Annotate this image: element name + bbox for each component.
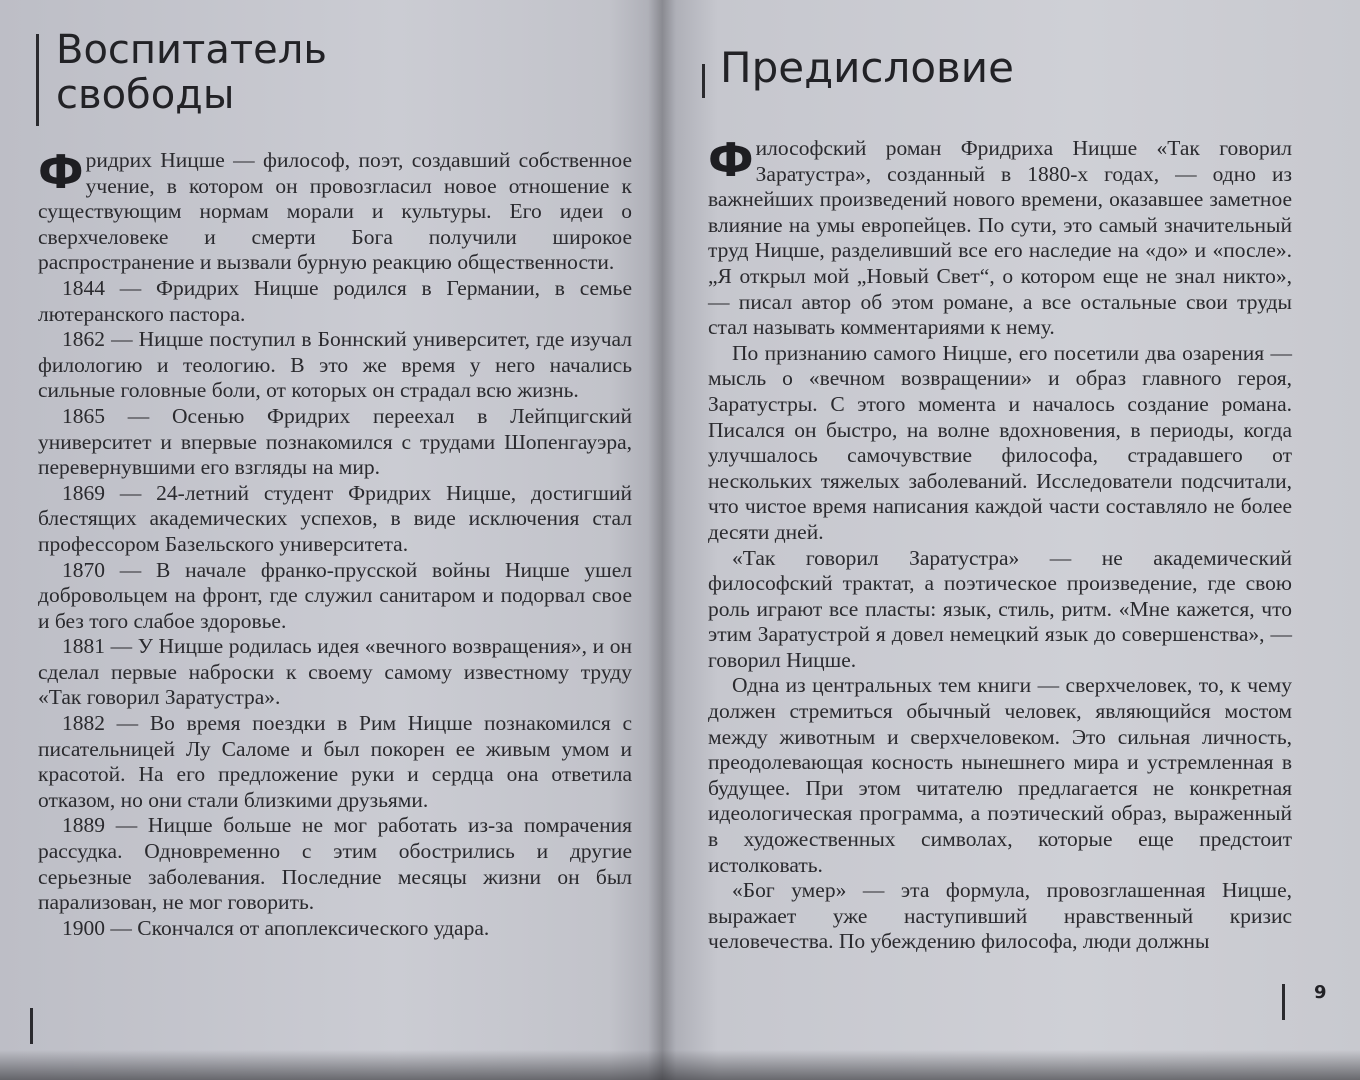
right-page: [662, 0, 1360, 1080]
preface-paragraph-5: «Бог умер» — эта формула, провозглашенная Ницше, выражает уже наступивший нравственный кризис человечества. По убеждению философа, люди должны: [708, 878, 1292, 954]
book-gutter-shadow: [648, 0, 676, 1080]
left-title-rule: [36, 34, 39, 126]
preface-paragraph-4: Одна из центральных тем книги — сверхчеловек, то, к чему должен стремиться обычный человек, являющийся мостом между животным и сверхчеловеком. Это сильная личность, преодолевающая косность нынешнего мира и устремленная в будущее. При этом читателю предлагается не конкретная идеологическая программа, а поэтический образ, выраженный в художественных символах, которые еще предстоит истолковать.: [708, 673, 1292, 877]
left-page-title: [56, 28, 327, 118]
left-footer-rule: [30, 1008, 33, 1044]
left-title-line-1: Воспитатель: [56, 27, 327, 73]
left-lead-paragraph: [38, 145, 632, 276]
preface-paragraph-3: «Так говорил Заратустра» — не академический философский трактат, а поэтическое произведение, где свою роль играют все пласты: язык, стиль, ритм. «Мне кажется, что этим Заратустрой я довел немецкий язык до совершенства», — говорил Ницше.: [708, 545, 1292, 672]
timeline-entry-1862: 1862 — Ницше поступил в Боннский университет, где изучал филологию и теологию. В это же время у него начались сильные головные боли, от которых он страдал всю жизнь.: [38, 327, 632, 403]
right-page-body: [708, 133, 1292, 955]
right-lead-paragraph: [708, 133, 1292, 341]
preface-paragraph-2: По признанию самого Ницше, его посетили два озарения — мысль о «вечном возвращении» и образ главного героя, Заратустры. С этого момента и началось создание романа. Писался он быстро, на волне вдохновения, в периоды, когда улучшалось самочувствие философа, страдавшего от нескольких тяжелых заболеваний. Исследователи подсчитали, что чистое время написания каждой части составляло не более десяти дней.: [708, 340, 1292, 544]
right-footer-rule: [1282, 984, 1285, 1020]
left-title-line-2: свободы: [56, 71, 235, 118]
bottom-edge-shadow: [0, 1050, 1360, 1080]
left-dropcap: Ф: [38, 145, 84, 199]
timeline-entry-1844: 1844 — Фридрих Ницше родился в Германии, в семье лютеранского пастора.: [38, 275, 632, 326]
timeline-entry-1900: 1900 — Скончался от апоплексического удара.: [62, 915, 490, 940]
right-dropcap: Ф: [708, 133, 754, 187]
left-page: [0, 0, 662, 1080]
left-lead-text: ридрих Ницше — философ, поэт, создавший собственное учение, в котором он провозгласил новое отношение к существующим нормам морали и культуры. Его идеи о сверхчеловеке и смерти Бога получили широкое распространение и вызвали бурную реакцию общественности.: [38, 148, 632, 275]
page-number: 9: [1314, 982, 1327, 1003]
right-page-title: Предисловие: [720, 43, 1014, 92]
timeline-entry-1869: 1869 — 24-летний студент Фридрих Ницше, достигший блестящих академических успехов, в виде исключения стал профессором Базельского университета.: [38, 480, 632, 556]
timeline-entry-1889: 1889 — Ницше больше не мог работать из-за помрачения рассудка. Одновременно с этим обострились и другие серьезные заболевания. Последние месяцы жизни он был парализован, не мог говорить.: [38, 813, 632, 915]
timeline-entry-1865: 1865 — Осенью Фридрих переехал в Лейпцигский университет и впервые познакомился с трудами Шопенгауэра, перевернувшими его взгляды на мир.: [38, 403, 632, 480]
right-title-rule: [702, 64, 705, 98]
right-lead-text: илософский роман Фридриха Ницше «Так говорил Заратустра», созданный в 1880-х годах, — одно из важнейших произведений нового времени, оказавшее заметное влияние на умы европейцев. По сути, это самый значительный труд Ницше, разделивший все его наследие на «до» и «после». „Я открыл мой „Новый Свет“, о котором еще не знал никто», — писал автор об этом романе, а все остальные свои труды стал называть комментариями к нему.: [708, 136, 1292, 340]
timeline-entry-1881: 1881 — У Ницше родилась идея «вечного возвращения», и он сделал первые наброски к своему самому известному труду «Так говорил Заратустра».: [38, 634, 632, 710]
timeline-entry-1882: 1882 — Во время поездки в Рим Ницше познакомился с писательницей Лу Саломе и был покорен ее живым умом и красотой. На его предложение руки и сердца она ответила отказом, но они стали близкими друзьями.: [38, 711, 632, 812]
timeline-entry-1870: 1870 — В начале франко-прусской войны Ницше ушел добровольцем на фронт, где служил санитаром и подорвал свое и без того слабое здоровье.: [38, 557, 632, 633]
left-page-body: [38, 145, 632, 941]
